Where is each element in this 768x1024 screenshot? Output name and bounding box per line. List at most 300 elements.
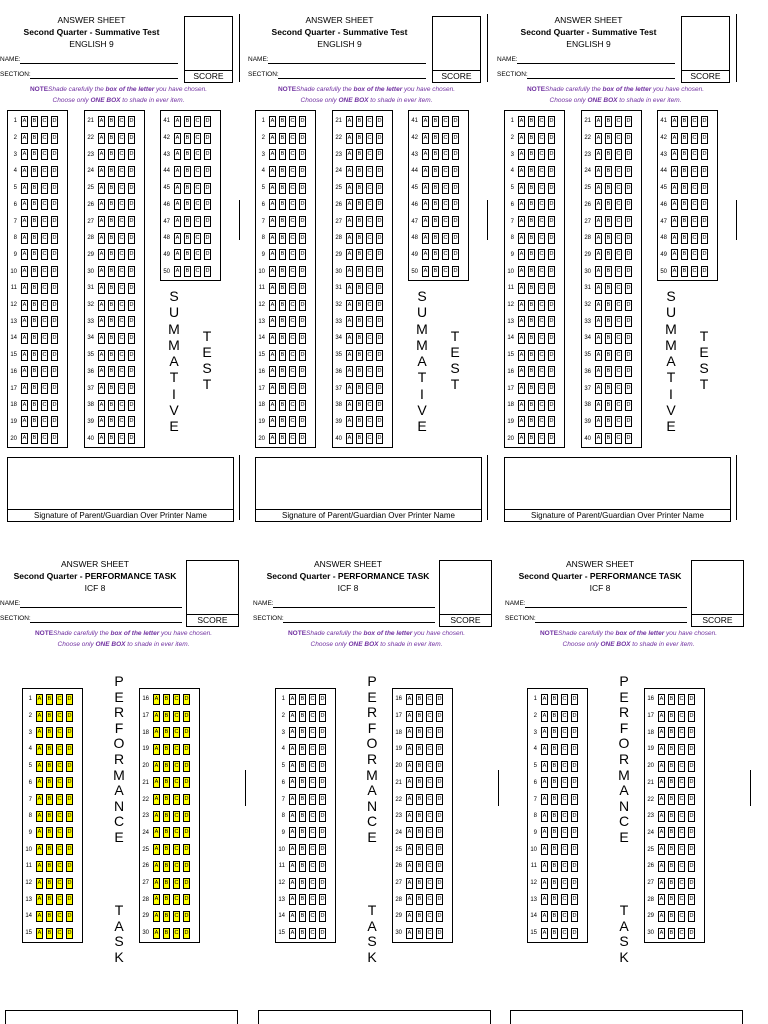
choice-box-b[interactable]: B bbox=[356, 166, 363, 177]
choice-box-d[interactable]: D bbox=[688, 777, 695, 788]
choice-box-c[interactable]: C bbox=[289, 116, 296, 127]
choice-box-b[interactable]: B bbox=[279, 116, 286, 127]
choice-box-d[interactable]: D bbox=[571, 727, 578, 738]
choice-box-b[interactable]: B bbox=[356, 183, 363, 194]
choice-box-b[interactable]: B bbox=[184, 249, 191, 260]
choice-box-d[interactable]: D bbox=[452, 133, 459, 144]
choice-box-c[interactable]: C bbox=[309, 911, 316, 922]
choice-box-b[interactable]: B bbox=[551, 844, 558, 855]
choice-box-c[interactable]: C bbox=[173, 911, 180, 922]
choice-box-b[interactable]: B bbox=[528, 333, 535, 344]
choice-box-b[interactable]: B bbox=[31, 133, 38, 144]
signature-box[interactable] bbox=[510, 1010, 743, 1024]
choice-box-d[interactable]: D bbox=[66, 894, 73, 905]
choice-box-d[interactable]: D bbox=[128, 249, 135, 260]
choice-box-a[interactable]: A bbox=[658, 777, 665, 788]
choice-box-d[interactable]: D bbox=[571, 894, 578, 905]
choice-box-a[interactable]: A bbox=[671, 199, 678, 210]
choice-box-c[interactable]: C bbox=[538, 333, 545, 344]
choice-box-c[interactable]: C bbox=[538, 199, 545, 210]
signature-box[interactable] bbox=[504, 457, 731, 522]
choice-box-d[interactable]: D bbox=[548, 400, 555, 411]
choice-box-b[interactable]: B bbox=[432, 116, 439, 127]
choice-box-a[interactable]: A bbox=[346, 183, 353, 194]
name-field[interactable] bbox=[0, 55, 21, 64]
choice-box-d[interactable]: D bbox=[625, 433, 632, 444]
choice-box-c[interactable]: C bbox=[173, 878, 180, 889]
choice-box-a[interactable]: A bbox=[422, 183, 429, 194]
choice-box-c[interactable]: C bbox=[678, 811, 685, 822]
choice-box-d[interactable]: D bbox=[128, 350, 135, 361]
choice-box-a[interactable]: A bbox=[541, 827, 548, 838]
choice-box-b[interactable]: B bbox=[299, 794, 306, 805]
choice-box-d[interactable]: D bbox=[436, 878, 443, 889]
choice-box-a[interactable]: A bbox=[346, 366, 353, 377]
choice-box-c[interactable]: C bbox=[289, 249, 296, 260]
choice-box-b[interactable]: B bbox=[528, 233, 535, 244]
choice-box-c[interactable]: C bbox=[289, 216, 296, 227]
choice-box-b[interactable]: B bbox=[605, 133, 612, 144]
choice-box-c[interactable]: C bbox=[173, 928, 180, 939]
choice-box-b[interactable]: B bbox=[528, 133, 535, 144]
choice-box-b[interactable]: B bbox=[605, 316, 612, 327]
signature-box[interactable] bbox=[255, 457, 482, 522]
choice-box-b[interactable]: B bbox=[163, 811, 170, 822]
choice-box-b[interactable]: B bbox=[299, 727, 306, 738]
choice-box-c[interactable]: C bbox=[615, 266, 622, 277]
choice-box-b[interactable]: B bbox=[528, 249, 535, 260]
choice-box-d[interactable]: D bbox=[625, 216, 632, 227]
choice-box-b[interactable]: B bbox=[31, 283, 38, 294]
choice-box-a[interactable]: A bbox=[595, 233, 602, 244]
choice-box-c[interactable]: C bbox=[615, 133, 622, 144]
choice-box-d[interactable]: D bbox=[128, 133, 135, 144]
choice-box-a[interactable]: A bbox=[346, 166, 353, 177]
choice-box-b[interactable]: B bbox=[528, 216, 535, 227]
choice-box-b[interactable]: B bbox=[108, 366, 115, 377]
choice-box-d[interactable]: D bbox=[128, 166, 135, 177]
choice-box-d[interactable]: D bbox=[436, 711, 443, 722]
choice-box-a[interactable]: A bbox=[595, 133, 602, 144]
choice-box-c[interactable]: C bbox=[118, 350, 125, 361]
choice-box-d[interactable]: D bbox=[376, 383, 383, 394]
choice-box-d[interactable]: D bbox=[625, 300, 632, 311]
choice-box-c[interactable]: C bbox=[561, 794, 568, 805]
choice-box-c[interactable]: C bbox=[678, 844, 685, 855]
choice-box-a[interactable]: A bbox=[422, 166, 429, 177]
choice-box-a[interactable]: A bbox=[36, 811, 43, 822]
choice-box-b[interactable]: B bbox=[605, 249, 612, 260]
choice-box-a[interactable]: A bbox=[346, 316, 353, 327]
choice-box-c[interactable]: C bbox=[309, 928, 316, 939]
choice-box-a[interactable]: A bbox=[289, 761, 296, 772]
choice-box-d[interactable]: D bbox=[204, 116, 211, 127]
choice-box-d[interactable]: D bbox=[625, 333, 632, 344]
choice-box-c[interactable]: C bbox=[118, 366, 125, 377]
choice-box-d[interactable]: D bbox=[183, 827, 190, 838]
choice-box-a[interactable]: A bbox=[98, 249, 105, 260]
choice-box-c[interactable]: C bbox=[691, 166, 698, 177]
choice-box-b[interactable]: B bbox=[605, 216, 612, 227]
choice-box-a[interactable]: A bbox=[518, 366, 525, 377]
score-box[interactable] bbox=[432, 16, 481, 71]
choice-box-b[interactable]: B bbox=[184, 149, 191, 160]
choice-box-a[interactable]: A bbox=[518, 233, 525, 244]
choice-box-c[interactable]: C bbox=[289, 350, 296, 361]
section-field[interactable] bbox=[253, 614, 284, 623]
choice-box-a[interactable]: A bbox=[269, 366, 276, 377]
choice-box-d[interactable]: D bbox=[66, 777, 73, 788]
choice-box-b[interactable]: B bbox=[184, 266, 191, 277]
choice-box-c[interactable]: C bbox=[56, 761, 63, 772]
choice-box-a[interactable]: A bbox=[406, 711, 413, 722]
choice-box-a[interactable]: A bbox=[541, 861, 548, 872]
choice-box-b[interactable]: B bbox=[528, 383, 535, 394]
choice-box-a[interactable]: A bbox=[406, 761, 413, 772]
choice-box-b[interactable]: B bbox=[108, 383, 115, 394]
choice-box-b[interactable]: B bbox=[551, 878, 558, 889]
choice-box-a[interactable]: A bbox=[658, 878, 665, 889]
choice-box-b[interactable]: B bbox=[416, 928, 423, 939]
choice-box-b[interactable]: B bbox=[528, 300, 535, 311]
choice-box-b[interactable]: B bbox=[279, 133, 286, 144]
choice-box-d[interactable]: D bbox=[299, 233, 306, 244]
choice-box-a[interactable]: A bbox=[21, 166, 28, 177]
choice-box-c[interactable]: C bbox=[538, 166, 545, 177]
choice-box-a[interactable]: A bbox=[406, 811, 413, 822]
choice-box-a[interactable]: A bbox=[98, 183, 105, 194]
choice-box-c[interactable]: C bbox=[194, 133, 201, 144]
choice-box-a[interactable]: A bbox=[595, 366, 602, 377]
choice-box-c[interactable]: C bbox=[426, 827, 433, 838]
choice-box-b[interactable]: B bbox=[605, 199, 612, 210]
choice-box-c[interactable]: C bbox=[366, 116, 373, 127]
score-box[interactable] bbox=[439, 560, 492, 615]
choice-box-a[interactable]: A bbox=[21, 383, 28, 394]
choice-box-b[interactable]: B bbox=[31, 149, 38, 160]
choice-box-a[interactable]: A bbox=[658, 894, 665, 905]
choice-box-b[interactable]: B bbox=[299, 894, 306, 905]
choice-box-b[interactable]: B bbox=[108, 216, 115, 227]
choice-box-a[interactable]: A bbox=[541, 911, 548, 922]
choice-box-b[interactable]: B bbox=[605, 350, 612, 361]
choice-box-d[interactable]: D bbox=[183, 894, 190, 905]
choice-box-b[interactable]: B bbox=[108, 283, 115, 294]
choice-box-d[interactable]: D bbox=[319, 794, 326, 805]
choice-box-c[interactable]: C bbox=[289, 266, 296, 277]
choice-box-a[interactable]: A bbox=[289, 827, 296, 838]
choice-box-b[interactable]: B bbox=[668, 811, 675, 822]
choice-box-d[interactable]: D bbox=[204, 249, 211, 260]
name-field[interactable] bbox=[248, 55, 269, 64]
choice-box-a[interactable]: A bbox=[21, 283, 28, 294]
choice-box-a[interactable]: A bbox=[658, 811, 665, 822]
choice-box-d[interactable]: D bbox=[376, 116, 383, 127]
choice-box-b[interactable]: B bbox=[163, 761, 170, 772]
choice-box-c[interactable]: C bbox=[41, 316, 48, 327]
choice-box-a[interactable]: A bbox=[595, 400, 602, 411]
choice-box-d[interactable]: D bbox=[376, 133, 383, 144]
choice-box-d[interactable]: D bbox=[51, 249, 58, 260]
choice-box-c[interactable]: C bbox=[56, 727, 63, 738]
choice-box-c[interactable]: C bbox=[309, 777, 316, 788]
choice-box-d[interactable]: D bbox=[51, 333, 58, 344]
choice-box-b[interactable]: B bbox=[605, 183, 612, 194]
choice-box-d[interactable]: D bbox=[128, 283, 135, 294]
choice-box-d[interactable]: D bbox=[51, 366, 58, 377]
choice-box-c[interactable]: C bbox=[56, 711, 63, 722]
choice-box-a[interactable]: A bbox=[98, 233, 105, 244]
signature-box[interactable] bbox=[258, 1010, 491, 1024]
choice-box-b[interactable]: B bbox=[432, 149, 439, 160]
choice-box-c[interactable]: C bbox=[289, 149, 296, 160]
choice-box-d[interactable]: D bbox=[376, 300, 383, 311]
choice-box-a[interactable]: A bbox=[21, 316, 28, 327]
choice-box-c[interactable]: C bbox=[442, 249, 449, 260]
choice-box-b[interactable]: B bbox=[279, 333, 286, 344]
choice-box-c[interactable]: C bbox=[41, 366, 48, 377]
choice-box-d[interactable]: D bbox=[183, 694, 190, 705]
section-field[interactable] bbox=[0, 614, 31, 623]
choice-box-d[interactable]: D bbox=[319, 911, 326, 922]
choice-box-a[interactable]: A bbox=[289, 794, 296, 805]
choice-box-a[interactable]: A bbox=[269, 149, 276, 160]
choice-box-a[interactable]: A bbox=[36, 744, 43, 755]
choice-box-d[interactable]: D bbox=[51, 266, 58, 277]
choice-box-d[interactable]: D bbox=[625, 249, 632, 260]
choice-box-a[interactable]: A bbox=[289, 811, 296, 822]
choice-box-b[interactable]: B bbox=[551, 761, 558, 772]
choice-box-c[interactable]: C bbox=[538, 216, 545, 227]
choice-box-d[interactable]: D bbox=[625, 116, 632, 127]
choice-box-a[interactable]: A bbox=[658, 827, 665, 838]
choice-box-d[interactable]: D bbox=[51, 283, 58, 294]
choice-box-d[interactable]: D bbox=[571, 878, 578, 889]
choice-box-c[interactable]: C bbox=[41, 333, 48, 344]
choice-box-c[interactable]: C bbox=[538, 283, 545, 294]
choice-box-c[interactable]: C bbox=[118, 166, 125, 177]
choice-box-c[interactable]: C bbox=[41, 416, 48, 427]
choice-box-b[interactable]: B bbox=[668, 861, 675, 872]
choice-box-b[interactable]: B bbox=[681, 233, 688, 244]
choice-box-d[interactable]: D bbox=[571, 911, 578, 922]
choice-box-b[interactable]: B bbox=[681, 249, 688, 260]
choice-box-a[interactable]: A bbox=[21, 116, 28, 127]
choice-box-c[interactable]: C bbox=[41, 166, 48, 177]
choice-box-c[interactable]: C bbox=[41, 183, 48, 194]
choice-box-b[interactable]: B bbox=[605, 149, 612, 160]
choice-box-b[interactable]: B bbox=[432, 183, 439, 194]
choice-box-a[interactable]: A bbox=[153, 727, 160, 738]
choice-box-c[interactable]: C bbox=[366, 216, 373, 227]
choice-box-a[interactable]: A bbox=[406, 744, 413, 755]
choice-box-a[interactable]: A bbox=[346, 333, 353, 344]
choice-box-b[interactable]: B bbox=[184, 199, 191, 210]
choice-box-d[interactable]: D bbox=[436, 727, 443, 738]
choice-box-c[interactable]: C bbox=[561, 777, 568, 788]
choice-box-d[interactable]: D bbox=[183, 794, 190, 805]
choice-box-a[interactable]: A bbox=[518, 199, 525, 210]
choice-box-c[interactable]: C bbox=[426, 878, 433, 889]
choice-box-c[interactable]: C bbox=[426, 911, 433, 922]
choice-box-c[interactable]: C bbox=[289, 383, 296, 394]
choice-box-d[interactable]: D bbox=[299, 300, 306, 311]
choice-box-a[interactable]: A bbox=[541, 744, 548, 755]
choice-box-d[interactable]: D bbox=[51, 300, 58, 311]
choice-box-b[interactable]: B bbox=[416, 777, 423, 788]
choice-box-d[interactable]: D bbox=[128, 316, 135, 327]
choice-box-a[interactable]: A bbox=[595, 199, 602, 210]
choice-box-d[interactable]: D bbox=[319, 861, 326, 872]
choice-box-c[interactable]: C bbox=[56, 694, 63, 705]
choice-box-c[interactable]: C bbox=[194, 249, 201, 260]
choice-box-b[interactable]: B bbox=[432, 166, 439, 177]
choice-box-b[interactable]: B bbox=[681, 133, 688, 144]
choice-box-c[interactable]: C bbox=[615, 350, 622, 361]
choice-box-a[interactable]: A bbox=[98, 433, 105, 444]
choice-box-d[interactable]: D bbox=[128, 400, 135, 411]
choice-box-c[interactable]: C bbox=[173, 794, 180, 805]
choice-box-d[interactable]: D bbox=[319, 761, 326, 772]
choice-box-a[interactable]: A bbox=[658, 694, 665, 705]
choice-box-a[interactable]: A bbox=[174, 116, 181, 127]
choice-box-a[interactable]: A bbox=[406, 694, 413, 705]
choice-box-d[interactable]: D bbox=[548, 300, 555, 311]
choice-box-a[interactable]: A bbox=[518, 116, 525, 127]
choice-box-b[interactable]: B bbox=[356, 266, 363, 277]
choice-box-a[interactable]: A bbox=[269, 266, 276, 277]
choice-box-c[interactable]: C bbox=[173, 894, 180, 905]
choice-box-a[interactable]: A bbox=[153, 844, 160, 855]
choice-box-a[interactable]: A bbox=[518, 216, 525, 227]
choice-box-b[interactable]: B bbox=[356, 249, 363, 260]
choice-box-b[interactable]: B bbox=[356, 116, 363, 127]
choice-box-d[interactable]: D bbox=[701, 149, 708, 160]
choice-box-a[interactable]: A bbox=[174, 216, 181, 227]
choice-box-b[interactable]: B bbox=[668, 777, 675, 788]
choice-box-c[interactable]: C bbox=[561, 727, 568, 738]
choice-box-b[interactable]: B bbox=[416, 744, 423, 755]
choice-box-d[interactable]: D bbox=[376, 149, 383, 160]
choice-box-d[interactable]: D bbox=[548, 233, 555, 244]
choice-box-a[interactable]: A bbox=[541, 777, 548, 788]
choice-box-d[interactable]: D bbox=[452, 166, 459, 177]
choice-box-a[interactable]: A bbox=[518, 383, 525, 394]
choice-box-c[interactable]: C bbox=[118, 383, 125, 394]
choice-box-d[interactable]: D bbox=[51, 149, 58, 160]
choice-box-a[interactable]: A bbox=[518, 266, 525, 277]
choice-box-d[interactable]: D bbox=[625, 166, 632, 177]
choice-box-b[interactable]: B bbox=[551, 744, 558, 755]
choice-box-c[interactable]: C bbox=[426, 727, 433, 738]
choice-box-a[interactable]: A bbox=[346, 383, 353, 394]
choice-box-c[interactable]: C bbox=[538, 400, 545, 411]
choice-box-b[interactable]: B bbox=[279, 300, 286, 311]
choice-box-a[interactable]: A bbox=[671, 116, 678, 127]
choice-box-c[interactable]: C bbox=[615, 166, 622, 177]
choice-box-d[interactable]: D bbox=[376, 216, 383, 227]
choice-box-b[interactable]: B bbox=[299, 861, 306, 872]
choice-box-b[interactable]: B bbox=[108, 116, 115, 127]
choice-box-d[interactable]: D bbox=[128, 366, 135, 377]
choice-box-d[interactable]: D bbox=[183, 777, 190, 788]
choice-box-c[interactable]: C bbox=[426, 761, 433, 772]
choice-box-d[interactable]: D bbox=[204, 133, 211, 144]
choice-box-a[interactable]: A bbox=[153, 744, 160, 755]
choice-box-a[interactable]: A bbox=[595, 316, 602, 327]
choice-box-b[interactable]: B bbox=[31, 266, 38, 277]
choice-box-a[interactable]: A bbox=[541, 761, 548, 772]
choice-box-a[interactable]: A bbox=[671, 266, 678, 277]
choice-box-a[interactable]: A bbox=[153, 894, 160, 905]
choice-box-c[interactable]: C bbox=[538, 116, 545, 127]
choice-box-d[interactable]: D bbox=[376, 166, 383, 177]
choice-box-a[interactable]: A bbox=[174, 183, 181, 194]
choice-box-a[interactable]: A bbox=[21, 400, 28, 411]
choice-box-b[interactable]: B bbox=[31, 433, 38, 444]
choice-box-a[interactable]: A bbox=[671, 233, 678, 244]
signature-box[interactable] bbox=[5, 1010, 238, 1024]
choice-box-b[interactable]: B bbox=[108, 133, 115, 144]
choice-box-c[interactable]: C bbox=[194, 183, 201, 194]
choice-box-d[interactable]: D bbox=[548, 283, 555, 294]
choice-box-c[interactable]: C bbox=[118, 300, 125, 311]
choice-box-a[interactable]: A bbox=[21, 183, 28, 194]
choice-box-a[interactable]: A bbox=[658, 744, 665, 755]
choice-box-b[interactable]: B bbox=[681, 116, 688, 127]
choice-box-a[interactable]: A bbox=[21, 366, 28, 377]
choice-box-b[interactable]: B bbox=[605, 283, 612, 294]
choice-box-d[interactable]: D bbox=[51, 416, 58, 427]
choice-box-d[interactable]: D bbox=[452, 266, 459, 277]
choice-box-d[interactable]: D bbox=[688, 794, 695, 805]
choice-box-a[interactable]: A bbox=[422, 199, 429, 210]
choice-box-b[interactable]: B bbox=[31, 216, 38, 227]
choice-box-a[interactable]: A bbox=[153, 911, 160, 922]
choice-box-d[interactable]: D bbox=[571, 827, 578, 838]
choice-box-b[interactable]: B bbox=[416, 827, 423, 838]
choice-box-a[interactable]: A bbox=[422, 233, 429, 244]
choice-box-c[interactable]: C bbox=[538, 233, 545, 244]
choice-box-a[interactable]: A bbox=[406, 727, 413, 738]
choice-box-a[interactable]: A bbox=[406, 894, 413, 905]
choice-box-b[interactable]: B bbox=[279, 233, 286, 244]
choice-box-b[interactable]: B bbox=[31, 316, 38, 327]
choice-box-b[interactable]: B bbox=[528, 433, 535, 444]
choice-box-c[interactable]: C bbox=[289, 333, 296, 344]
choice-box-a[interactable]: A bbox=[269, 116, 276, 127]
choice-box-a[interactable]: A bbox=[269, 233, 276, 244]
choice-box-d[interactable]: D bbox=[571, 844, 578, 855]
choice-box-b[interactable]: B bbox=[668, 911, 675, 922]
choice-box-a[interactable]: A bbox=[21, 333, 28, 344]
choice-box-b[interactable]: B bbox=[163, 928, 170, 939]
choice-box-c[interactable]: C bbox=[41, 300, 48, 311]
choice-box-b[interactable]: B bbox=[279, 366, 286, 377]
choice-box-b[interactable]: B bbox=[299, 744, 306, 755]
choice-box-d[interactable]: D bbox=[548, 333, 555, 344]
choice-box-b[interactable]: B bbox=[46, 928, 53, 939]
choice-box-c[interactable]: C bbox=[691, 149, 698, 160]
choice-box-c[interactable]: C bbox=[678, 894, 685, 905]
choice-box-a[interactable]: A bbox=[269, 216, 276, 227]
choice-box-a[interactable]: A bbox=[671, 133, 678, 144]
choice-box-b[interactable]: B bbox=[31, 400, 38, 411]
choice-box-c[interactable]: C bbox=[56, 777, 63, 788]
choice-box-b[interactable]: B bbox=[279, 183, 286, 194]
choice-box-a[interactable]: A bbox=[346, 283, 353, 294]
choice-box-a[interactable]: A bbox=[98, 166, 105, 177]
